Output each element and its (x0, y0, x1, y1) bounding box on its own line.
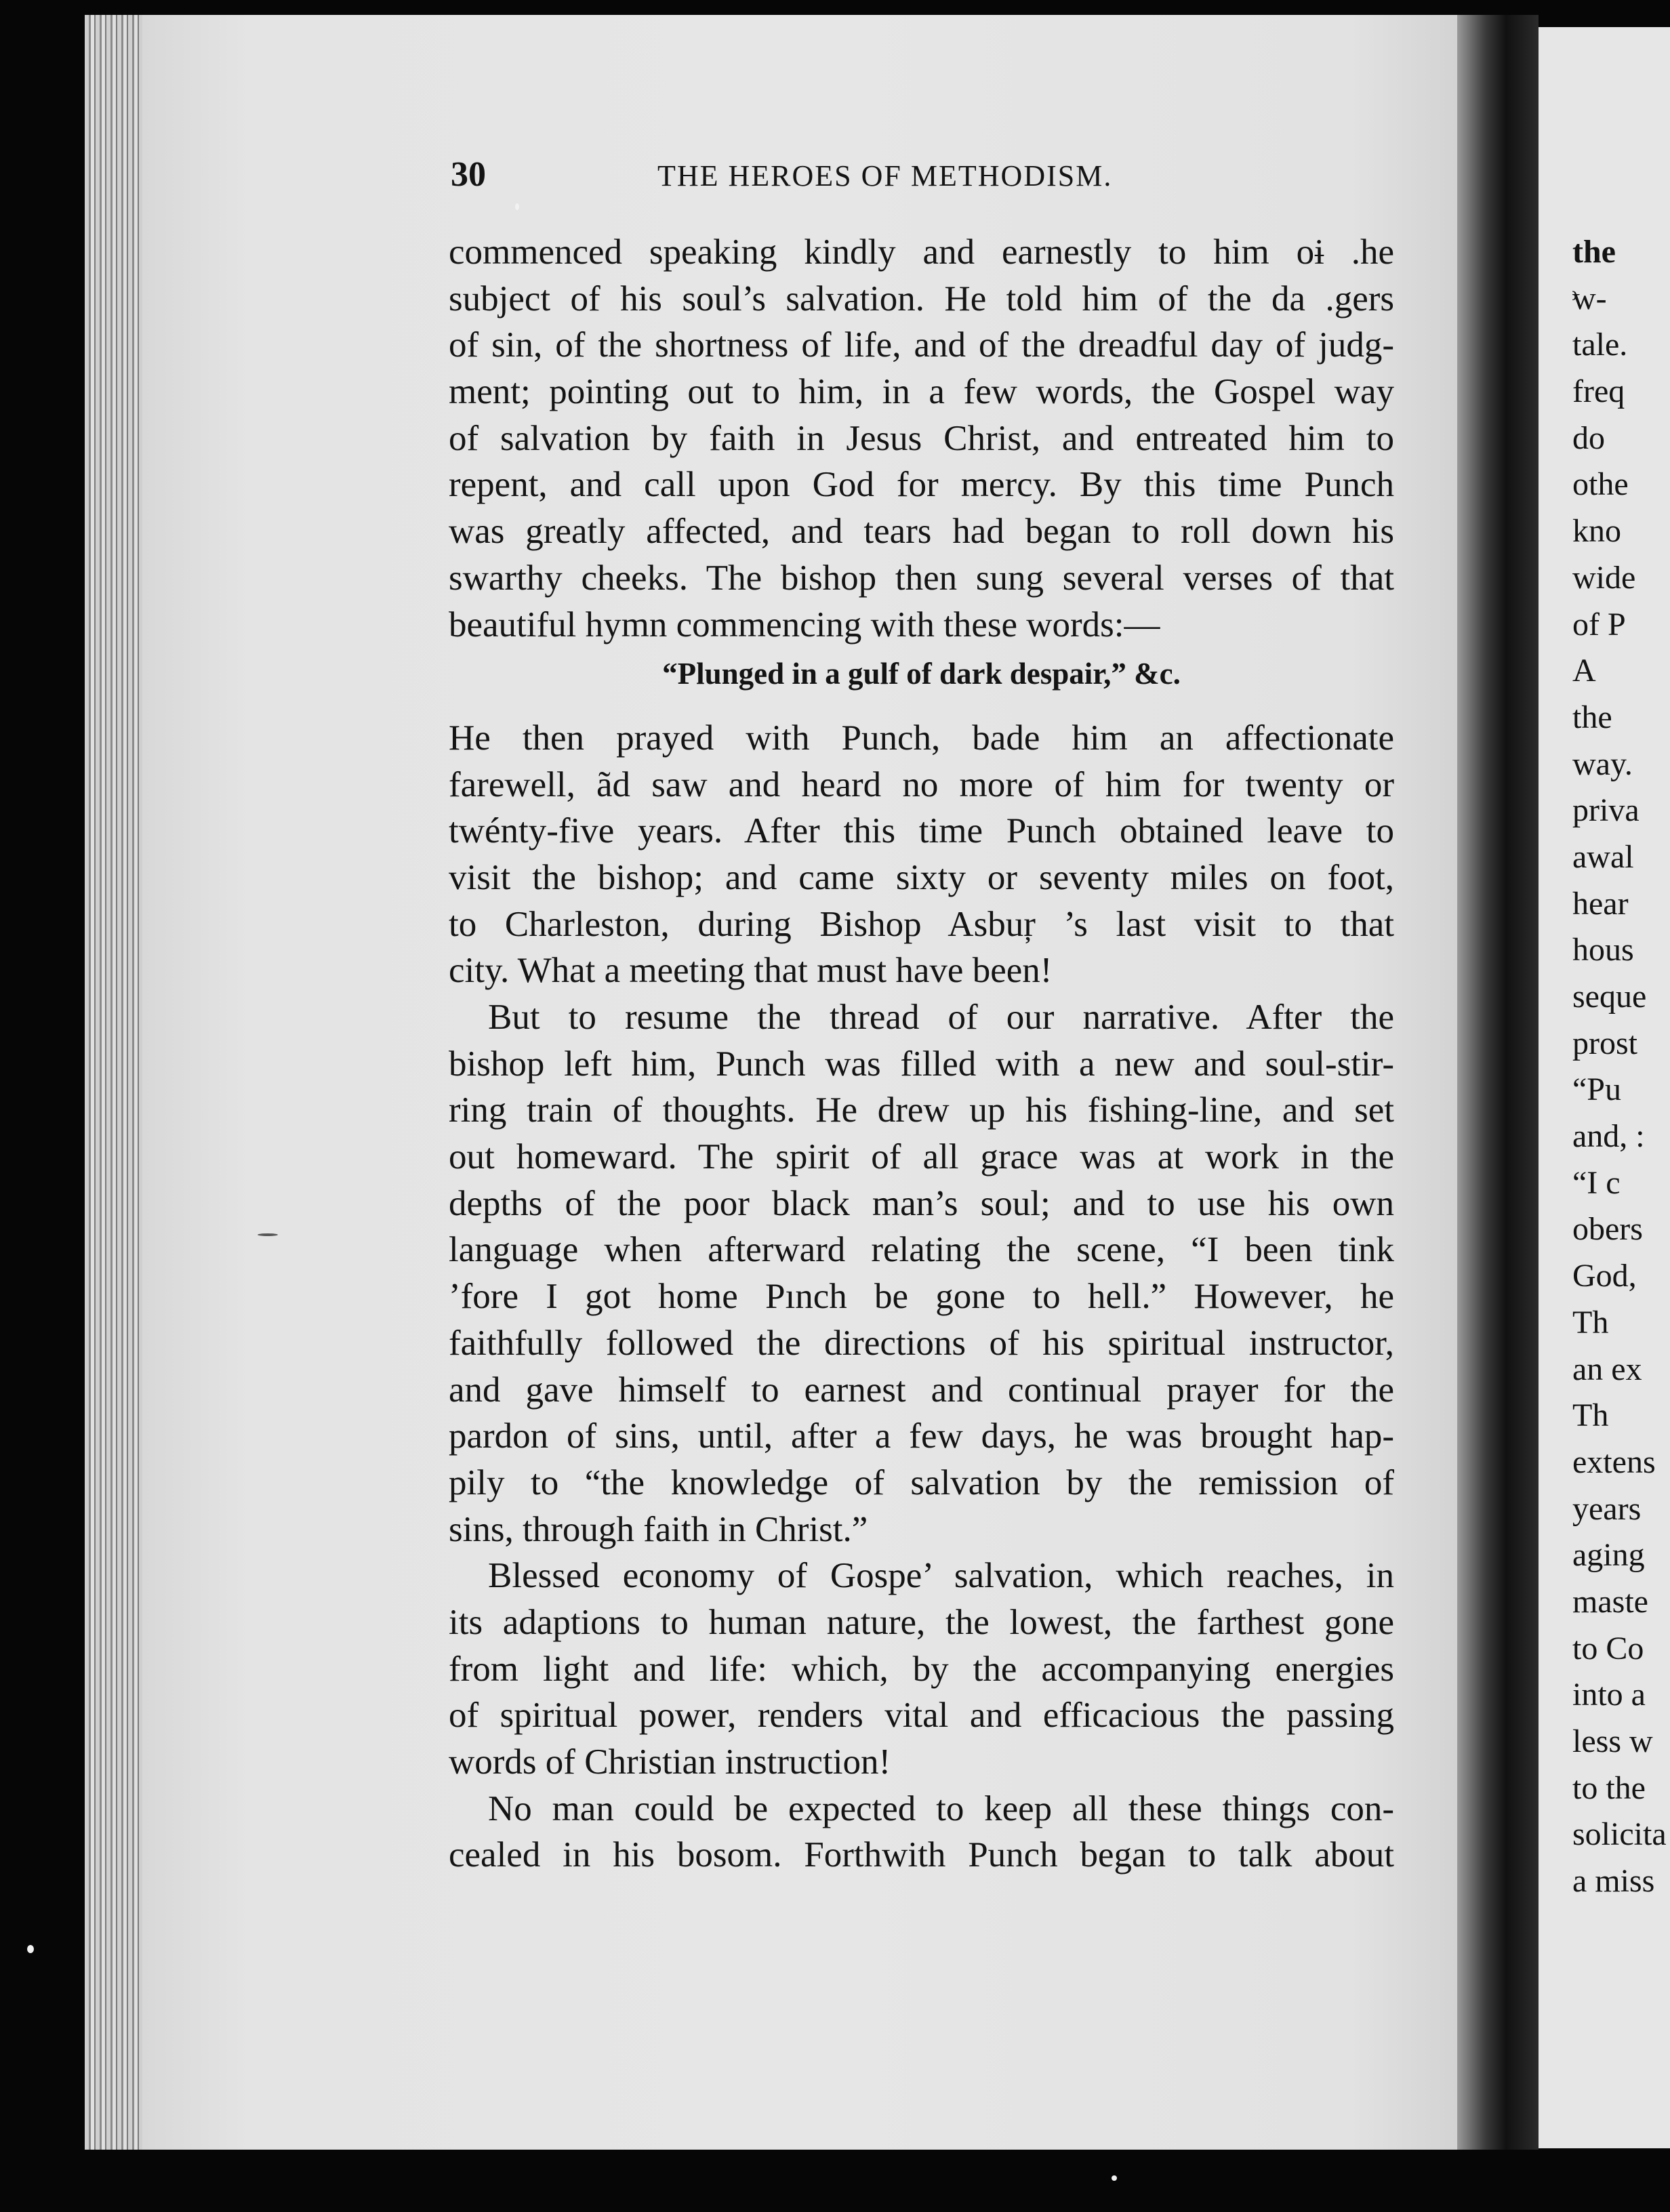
hymn-quote-line: “Plunged in a gulf of dark despair,” &c. (662, 657, 1181, 691)
facing-page-line: tale. (1572, 327, 1628, 363)
page-number: 30 (451, 155, 486, 194)
text-line: beautiful hymn commencing with these words:— (449, 605, 1160, 644)
facing-page-line: solicita (1572, 1816, 1667, 1853)
text-line: farewell, ãd saw and heard no more of him for twenty or (449, 764, 1394, 804)
text-line: from light and life: which, by the accompanying energies (449, 1649, 1394, 1689)
facing-page-line: maste (1572, 1583, 1648, 1620)
text-line: of sin, of the shortness of life, and of the dreadful day of judg- (449, 325, 1394, 365)
text-line: ment; pointing out to him, in a few words, the Gospel way (449, 372, 1394, 412)
text-line: sins, through faith in Christ.” (449, 1509, 868, 1549)
facing-page-line: freq (1572, 373, 1625, 410)
facing-page-line: “Pu (1572, 1071, 1621, 1108)
facing-page-line: an ex (1572, 1351, 1642, 1387)
text-line: commenced speaking kindly and earnestly to him oɨ .he (449, 232, 1394, 272)
facing-page-line: awal (1572, 838, 1634, 875)
page-header (451, 155, 1393, 202)
text-line: language when afterward relating the scene, “I been tink (449, 1230, 1394, 1270)
facing-page-line: seque (1572, 979, 1647, 1015)
running-head: THE HEROES OF METHODISM. (657, 159, 1113, 192)
facing-page-line: a miss (1572, 1863, 1655, 1900)
facing-page-line: obers (1572, 1211, 1643, 1248)
text-line: was greatly affected, and tears had began to roll down his (449, 512, 1394, 552)
facing-page-line: years (1572, 1490, 1642, 1527)
text-line: visit the bishop; and came sixty or seventy miles on foot, (449, 857, 1394, 897)
text-line: ring train of thoughts. He drew up his fishing-line, and set (449, 1090, 1394, 1130)
text-line: words of Christian instruction! (449, 1742, 891, 1782)
text-line: pily to “the knowledge of salvation by the remission of (449, 1462, 1394, 1502)
facing-page-line: “I c (1572, 1164, 1621, 1201)
facing-page-line: to Co (1572, 1630, 1644, 1666)
facing-page-line: Th (1572, 1304, 1609, 1340)
text-line: of salvation by faith in Jesus Christ, and entreated him to (449, 418, 1394, 458)
facing-page-line: hear (1572, 885, 1629, 922)
text-line: subject of his soul’s salvation. He told him of the da .gers (449, 279, 1394, 319)
facing-page-line: wide (1572, 559, 1636, 596)
text-line: depths of the poor black man’s soul; and to use his own (449, 1183, 1394, 1223)
facing-page-line: into a (1572, 1677, 1646, 1713)
text-line: and gave himself to earnest and continual prayer for the (449, 1370, 1394, 1410)
facing-page-line: A (1572, 653, 1596, 689)
facing-page-line: priva (1572, 792, 1640, 829)
paper-speck (1112, 2175, 1117, 2181)
facing-page-line: hous (1572, 932, 1634, 968)
text-line: No man could be expected to keep all these things con- (488, 1788, 1394, 1828)
text-line: of spiritual power, renders vital and efficacious the passing (449, 1696, 1394, 1736)
paper-speck (515, 203, 519, 210)
facing-page-line: prost (1572, 1025, 1637, 1061)
text-line: to Charleston, during Bishop Asbuŗ ’s last visit to that (449, 904, 1394, 944)
facing-page-line: God, (1572, 1258, 1637, 1294)
book-gutter (1457, 15, 1539, 2150)
facing-page-line: and, : (1572, 1118, 1645, 1155)
text-line: swarthy cheeks. The bishop then sung several verses of that (449, 558, 1394, 598)
facing-page-line: the (1572, 234, 1616, 270)
facing-page-line: less w (1572, 1723, 1653, 1759)
facing-page-line: way. (1572, 745, 1633, 782)
text-line: ’fore I got home Pınch be gone to hell.” However, he (449, 1277, 1394, 1317)
facing-page-line: kno (1572, 513, 1621, 550)
text-line: cealed in his bosom. Forthwith Punch began to talk about (449, 1835, 1394, 1875)
facing-page-line: Th (1572, 1397, 1609, 1434)
text-line: faithfully followed the directions of his spiritual instructor, (449, 1323, 1394, 1363)
facing-page-line: ͦw- (1572, 280, 1607, 316)
facing-page-line: the (1572, 699, 1612, 735)
text-line: repent, and call upon God for mercy. By this time Punch (449, 465, 1394, 505)
text-line: pardon of sins, until, after a few days, he was brought hap- (449, 1416, 1394, 1456)
text-line: twénty-five years. After this time Punch obtained leave to (449, 811, 1394, 851)
facing-page-line: othe (1572, 466, 1629, 503)
text-line: Blessed economy of Gospe’ salvation, which reaches, in (488, 1556, 1394, 1596)
text-line: bishop left him, Punch was filled with a new and soul-stir- (449, 1044, 1394, 1084)
text-line: its adaptions to human nature, the lowest, the farthest gone (449, 1602, 1394, 1642)
text-line: He then prayed with Punch, bade him an affectionate (449, 718, 1394, 758)
facing-page-line: aging (1572, 1537, 1645, 1574)
text-line: But to resume the thread of our narrative. After the (488, 998, 1394, 1037)
paper-mark (258, 1233, 278, 1236)
facing-page-line: do (1572, 419, 1605, 456)
facing-page-line: extens (1572, 1443, 1656, 1480)
paper-speck (27, 1945, 34, 1953)
facing-page-line: to the (1572, 1769, 1646, 1806)
facing-page-line: of P (1572, 606, 1626, 642)
text-line: out homeward. The spirit of all grace was at work in the (449, 1137, 1394, 1177)
text-line: city. What a meeting that must have been! (449, 951, 1053, 991)
facing-page-text (1572, 229, 1670, 1905)
body-text (449, 229, 1394, 1879)
